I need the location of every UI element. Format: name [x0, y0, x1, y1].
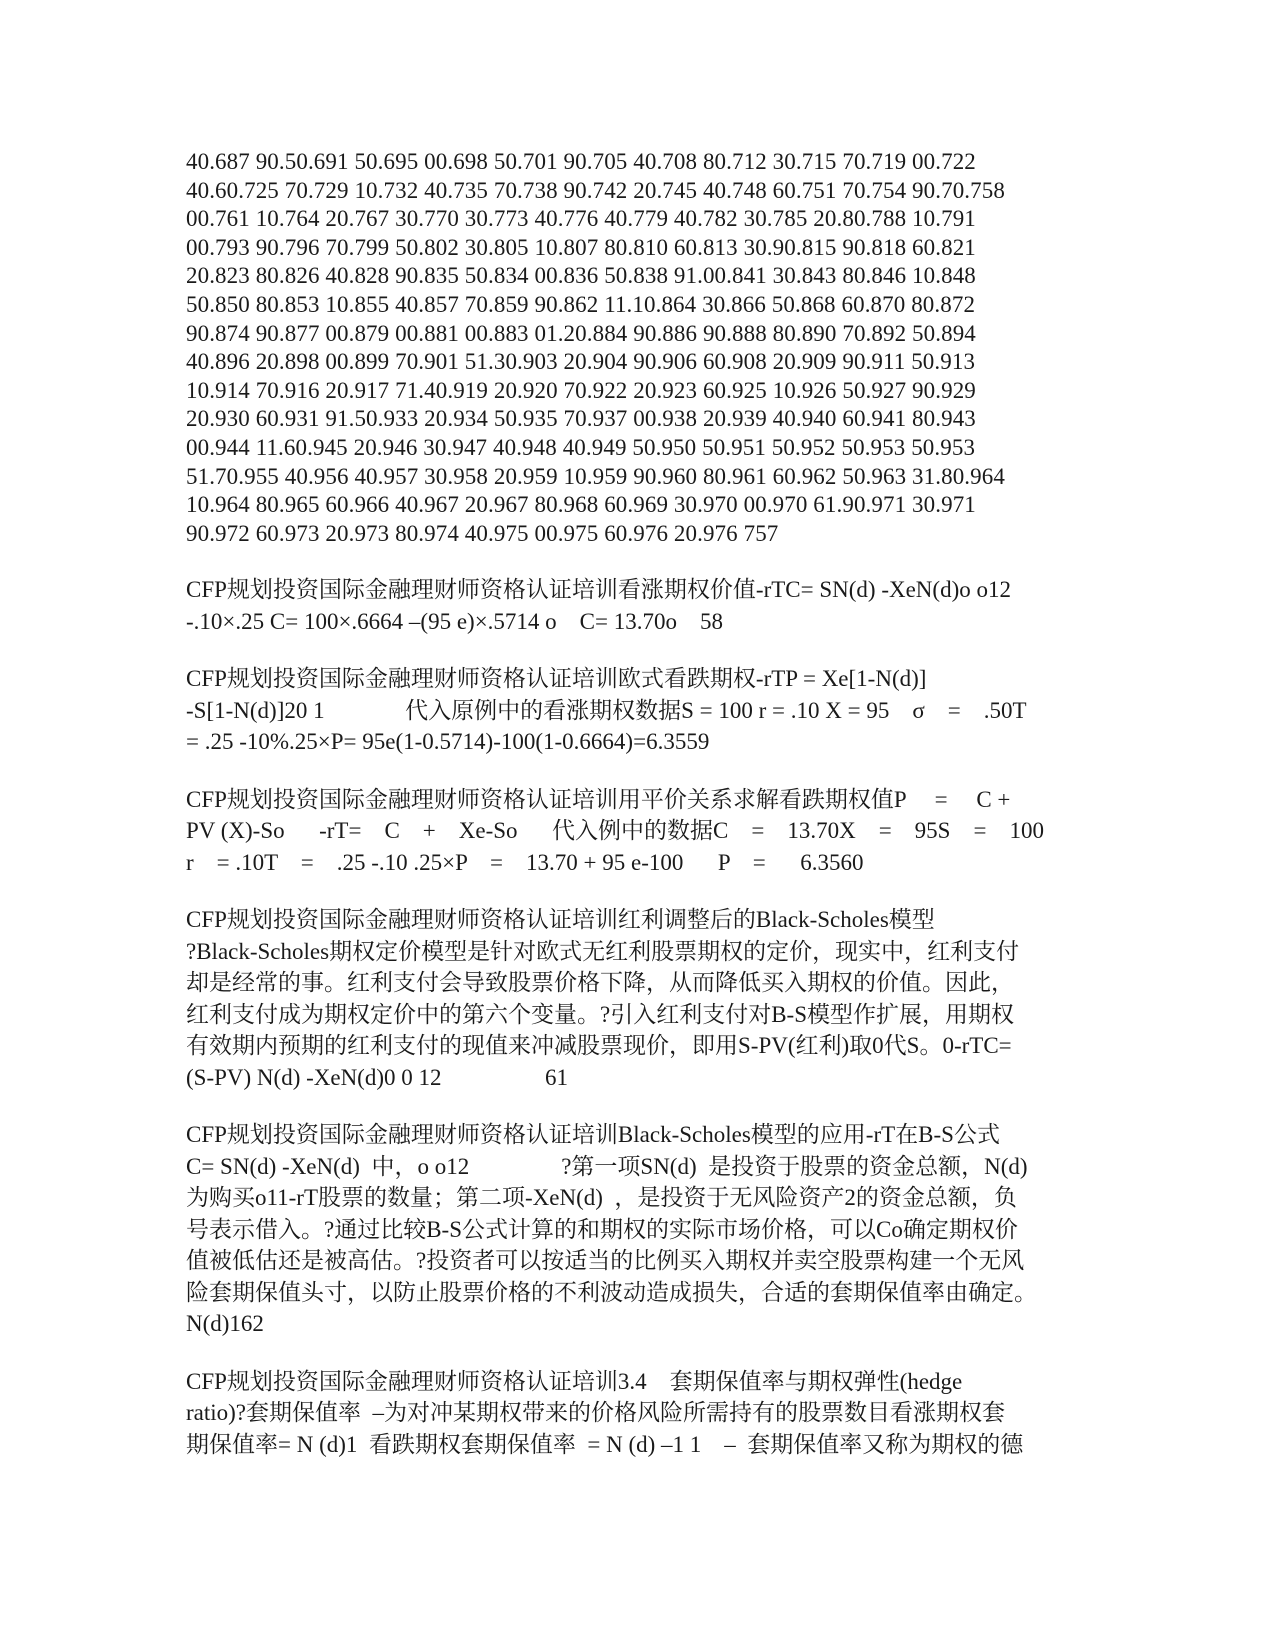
number-line: 00.761 10.764 20.767 30.770 30.773 40.776 40.779 40.782 30.785 20.80.788 10.791 — [186, 206, 976, 232]
paragraph-line: 有效期内预期的红利支付的现值来冲减股票现价，即用S-PV(红利)取0代S。0-rTC= — [186, 1033, 1012, 1059]
paragraph-line: N(d)162 — [186, 1311, 264, 1337]
paragraph-line: PV (X)-So -rT= C + Xe-So 代入例中的数据C = 13.70X = 95S = 100 — [186, 818, 1044, 844]
paragraph-line: = .25 -10%.25×P= 95e(1-0.5714)-100(1-0.6664)=6.3559 — [186, 729, 710, 755]
paragraph-call-option-value — [186, 574, 1116, 637]
number-line: 40.896 20.898 00.899 70.901 51.30.903 20.904 90.906 60.908 20.909 90.911 50.913 — [186, 349, 976, 375]
document-body — [186, 148, 1116, 1460]
paragraph-line: CFP规划投资国际金融理财师资格认证培训看涨期权价值-rTC= SN(d) -XeN(d)o o12 — [186, 577, 1011, 603]
number-line: 40.60.725 70.729 10.732 40.735 70.738 90.742 20.745 40.748 60.751 70.754 90.70.758 — [186, 177, 1005, 203]
paragraph-line: 红利支付成为期权定价中的第六个变量。?引入红利支付对B-S模型作扩展，用期权 — [186, 1001, 1014, 1027]
number-line: 90.874 90.877 00.879 00.881 00.883 01.20.884 90.886 90.888 80.890 70.892 50.894 — [186, 320, 976, 346]
paragraph-line: 险套期保值头寸，以防止股票价格的不利波动造成损失，合适的套期保值率由确定。 — [186, 1279, 1037, 1305]
paragraph-line: CFP规划投资国际金融理财师资格认证培训用平价关系求解看跌期权值P = C + — [186, 786, 1011, 812]
paragraph-line: (S-PV) N(d) -XeN(d)0 0 12 61 — [186, 1064, 569, 1090]
paragraph-line: 为购买o11-rT股票的数量；第二项-XeN(d) ，是投资于无风险资产2的资金总额，负 — [186, 1185, 1017, 1211]
number-line: 20.930 60.931 91.50.933 20.934 50.935 70.937 00.938 20.939 40.940 60.941 80.943 — [186, 406, 976, 432]
number-line: 40.687 90.50.691 50.695 00.698 50.701 90.705 40.708 80.712 30.715 70.719 00.722 — [186, 149, 976, 174]
paragraph-line: C= SN(d) -XeN(d) 中，o o12 ?第一项SN(d) 是投资于股票的资金总额，N(d) — [186, 1153, 1028, 1179]
paragraph-european-put — [186, 663, 1116, 758]
number-line: 90.972 60.973 20.973 80.974 40.975 00.975 60.976 20.976 757 — [186, 520, 779, 546]
number-line: 10.914 70.916 20.917 71.40.919 20.920 70.922 20.923 60.925 10.926 50.927 90.929 — [186, 377, 976, 403]
paragraph-hedge-ratio — [186, 1366, 1116, 1461]
number-line: 50.850 80.853 10.855 40.857 70.859 90.862 11.10.864 30.866 50.868 60.870 80.872 — [186, 291, 976, 317]
paragraph-line: CFP规划投资国际金融理财师资格认证培训欧式看跌期权-rTP = Xe[1-N(d)] — [186, 666, 927, 692]
paragraph-line: 期保值率= N (d)1 看跌期权套期保值率 = N (d) –1 1 – 套期保值率又称为期权的德 — [186, 1431, 1024, 1457]
paragraph-model-application — [186, 1119, 1116, 1340]
number-line: 00.944 11.60.945 20.946 30.947 40.948 40.949 50.950 50.951 50.952 50.953 50.953 — [186, 434, 976, 460]
paragraph-line: CFP规划投资国际金融理财师资格认证培训Black-Scholes模型的应用-rT在B-S公式 — [186, 1122, 1000, 1148]
paragraph-put-call-parity — [186, 784, 1116, 879]
number-line: 51.70.955 40.956 40.957 30.958 20.959 10.959 90.960 80.961 60.962 50.963 31.80.964 — [186, 463, 1005, 489]
paragraph-line: 却是经常的事。红利支付会导致股票价格下降，从而降低买入期权的价值。因此， — [186, 970, 1014, 996]
paragraph-line: ?Black-Scholes期权定价模型是针对欧式无红利股票期权的定价，现实中，红利支付 — [186, 938, 1020, 964]
paragraph-line: -S[1-N(d)]20 1 代入原例中的看涨期权数据S = 100 r = .10 X = 95 σ = .50T — [186, 697, 1027, 723]
paragraph-line: CFP规划投资国际金融理财师资格认证培训3.4 套期保值率与期权弹性(hedge — [186, 1368, 963, 1394]
paragraph-line: r = .10T = .25 -.10 .25×P = 13.70 + 95 e-100 P = 6.3560 — [186, 849, 864, 875]
number-line: 00.793 90.796 70.799 50.802 30.805 10.807 80.810 60.813 30.90.815 90.818 60.821 — [186, 234, 976, 260]
paragraph-line: ratio)?套期保值率 –为对冲某期权带来的价格风险所需持有的股票数目看涨期权套 — [186, 1400, 1006, 1426]
paragraph-line: 号表示借入。?通过比较B-S公式计算的和期权的实际市场价格，可以Co确定期权价 — [186, 1216, 1018, 1242]
paragraph-dividend-adjusted-model — [186, 904, 1116, 1093]
paragraph-line: CFP规划投资国际金融理财师资格认证培训红利调整后的Black-Scholes模型 — [186, 907, 935, 933]
paragraph-line: 值被低估还是被高估。?投资者可以按适当的比例买入期权并卖空股票构建一个无风 — [186, 1248, 1025, 1274]
paragraph-line: -.10×.25 C= 100×.6664 –(95 e)×.5714 o C= 13.70o 58 — [186, 608, 723, 634]
number-line: 20.823 80.826 40.828 90.835 50.834 00.836 50.838 91.00.841 30.843 80.846 10.848 — [186, 263, 976, 289]
number-table-block — [186, 148, 1116, 548]
number-line: 10.964 80.965 60.966 40.967 20.967 80.968 60.969 30.970 00.970 61.90.971 30.971 — [186, 492, 976, 518]
